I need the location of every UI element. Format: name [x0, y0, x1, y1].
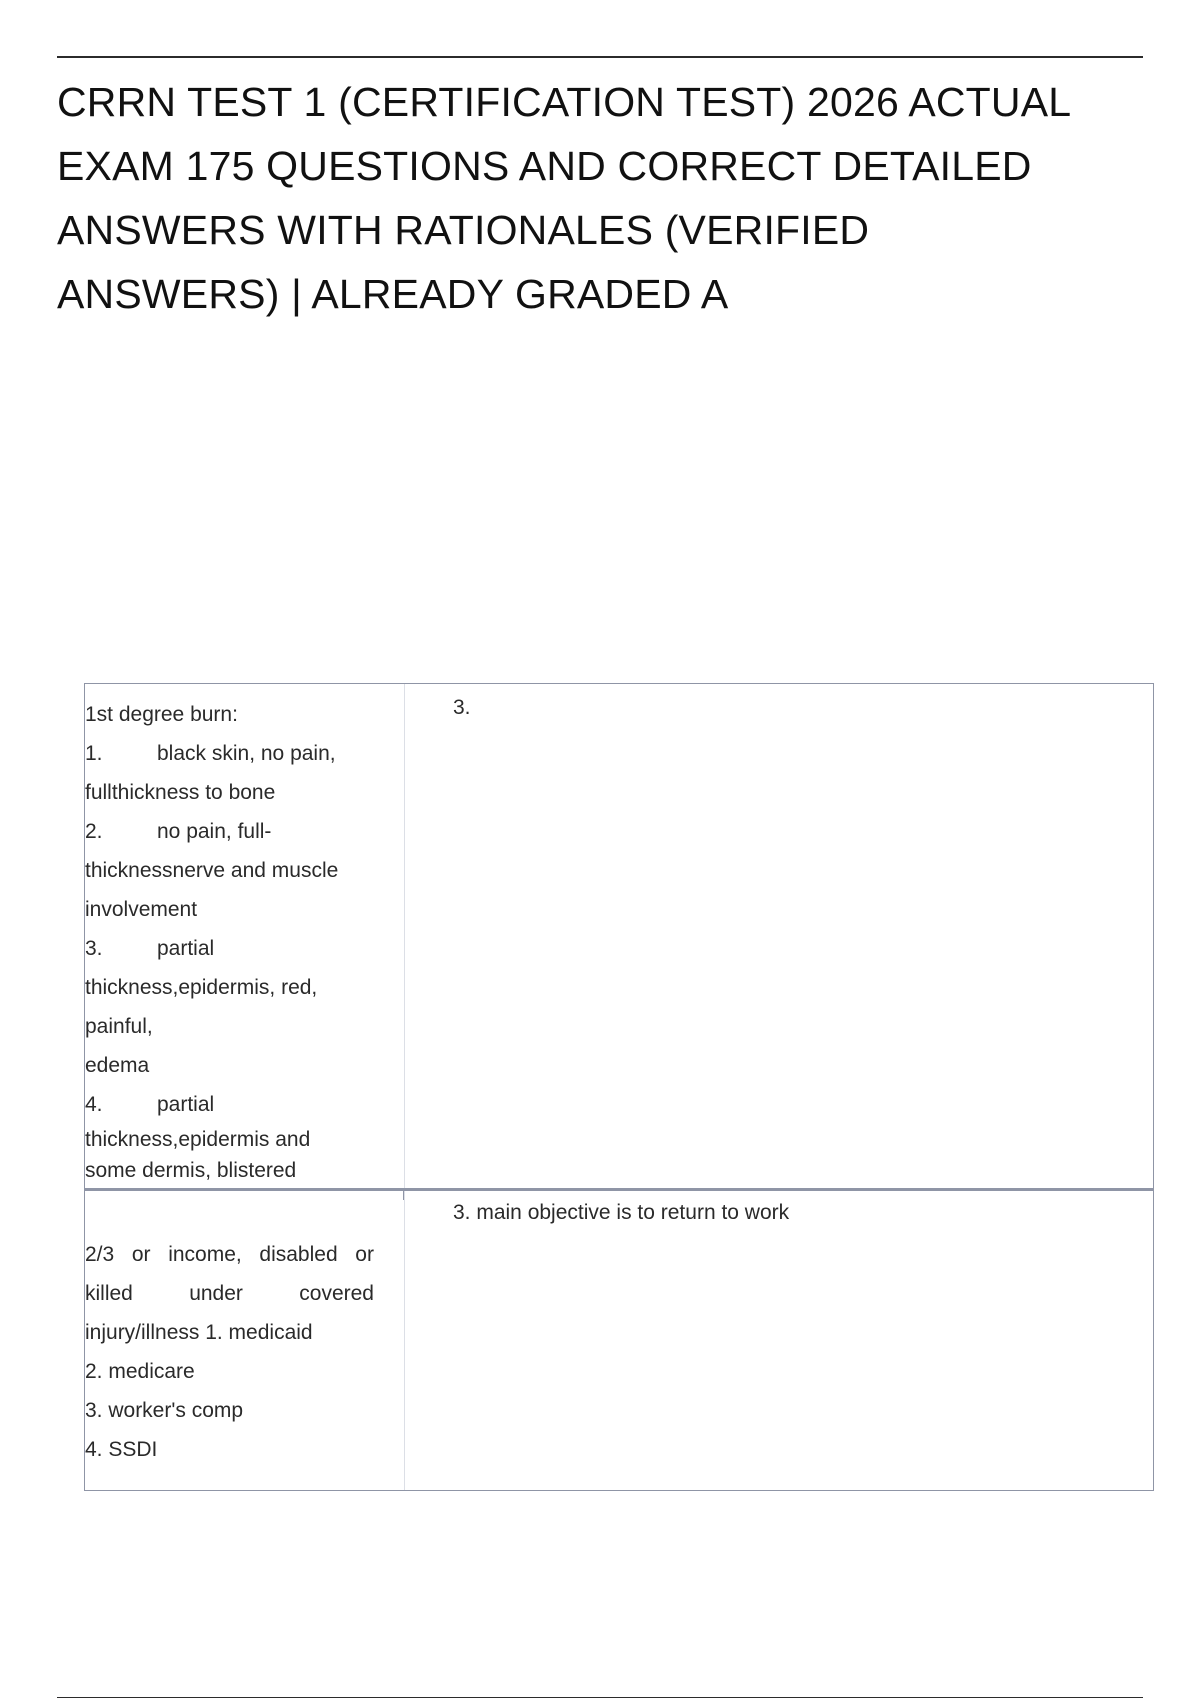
question-word: income,: [168, 1243, 242, 1266]
option-line: [85, 812, 385, 851]
column-divider: [404, 684, 405, 1188]
question-word: covered: [299, 1282, 374, 1305]
title-line: CRRN TEST 1 (CERTIFICATION TEST) 2026 ACTUAL: [57, 79, 1072, 125]
option-text-continued: involvement: [85, 898, 198, 921]
question-line-justified: [85, 1274, 374, 1313]
qa-row: [85, 1188, 1153, 1490]
answer-cell: 3. main objective is to return to work: [453, 1201, 790, 1224]
qa-table: [84, 683, 1154, 1491]
option-number: 4.: [85, 1093, 103, 1116]
question-word: or: [355, 1243, 374, 1266]
option-line: [85, 734, 385, 773]
option-number: 2.: [85, 820, 103, 843]
option-line: 4. SSDI: [85, 1438, 158, 1461]
option-text: black skin, no pain,: [157, 742, 336, 765]
option-text: partial: [157, 1093, 215, 1116]
footer-rule: [57, 1697, 1143, 1698]
option-text-continued: fullthickness to bone: [85, 781, 276, 804]
question-word: 2/3: [85, 1243, 115, 1266]
option-text-continued: some dermis, blistered: [85, 1159, 297, 1182]
question-line: injury/illness 1. medicaid: [85, 1321, 313, 1344]
option-text-continued: thicknessnerve and muscle: [85, 859, 339, 882]
option-line: 3. worker's comp: [85, 1399, 244, 1422]
header-rule: [57, 56, 1143, 58]
option-line: 2. medicare: [85, 1360, 195, 1383]
question-line-justified: [85, 1235, 374, 1274]
document-title: [57, 70, 1117, 326]
qa-row: [85, 684, 1153, 1188]
option-text-continued: thickness,epidermis and: [85, 1128, 311, 1151]
question-word: under: [189, 1282, 243, 1305]
question-word: disabled: [259, 1243, 338, 1266]
option-text-continued: edema: [85, 1054, 150, 1077]
option-line: [85, 929, 385, 968]
option-text-continued: painful,: [85, 1015, 153, 1038]
title-line: EXAM 175 QUESTIONS AND CORRECT DETAILED: [57, 143, 1032, 189]
question-cell: [85, 1235, 385, 1469]
title-line: ANSWERS WITH RATIONALES (VERIFIED: [57, 207, 870, 253]
option-line: [85, 1085, 385, 1124]
question-cell: [85, 695, 385, 1186]
option-number: 1.: [85, 742, 103, 765]
option-text: partial: [157, 937, 215, 960]
option-text-continued: thickness,epidermis, red,: [85, 976, 318, 999]
title-line: ANSWERS) | ALREADY GRADED A: [57, 271, 729, 317]
answer-cell: 3.: [453, 696, 471, 719]
question-word: killed: [85, 1282, 133, 1305]
question-word: or: [131, 1243, 151, 1266]
column-divider: [404, 1191, 405, 1490]
option-number: 3.: [85, 937, 103, 960]
option-text: no pain, full-: [157, 820, 272, 843]
question-stem: 1st degree burn:: [85, 703, 238, 726]
